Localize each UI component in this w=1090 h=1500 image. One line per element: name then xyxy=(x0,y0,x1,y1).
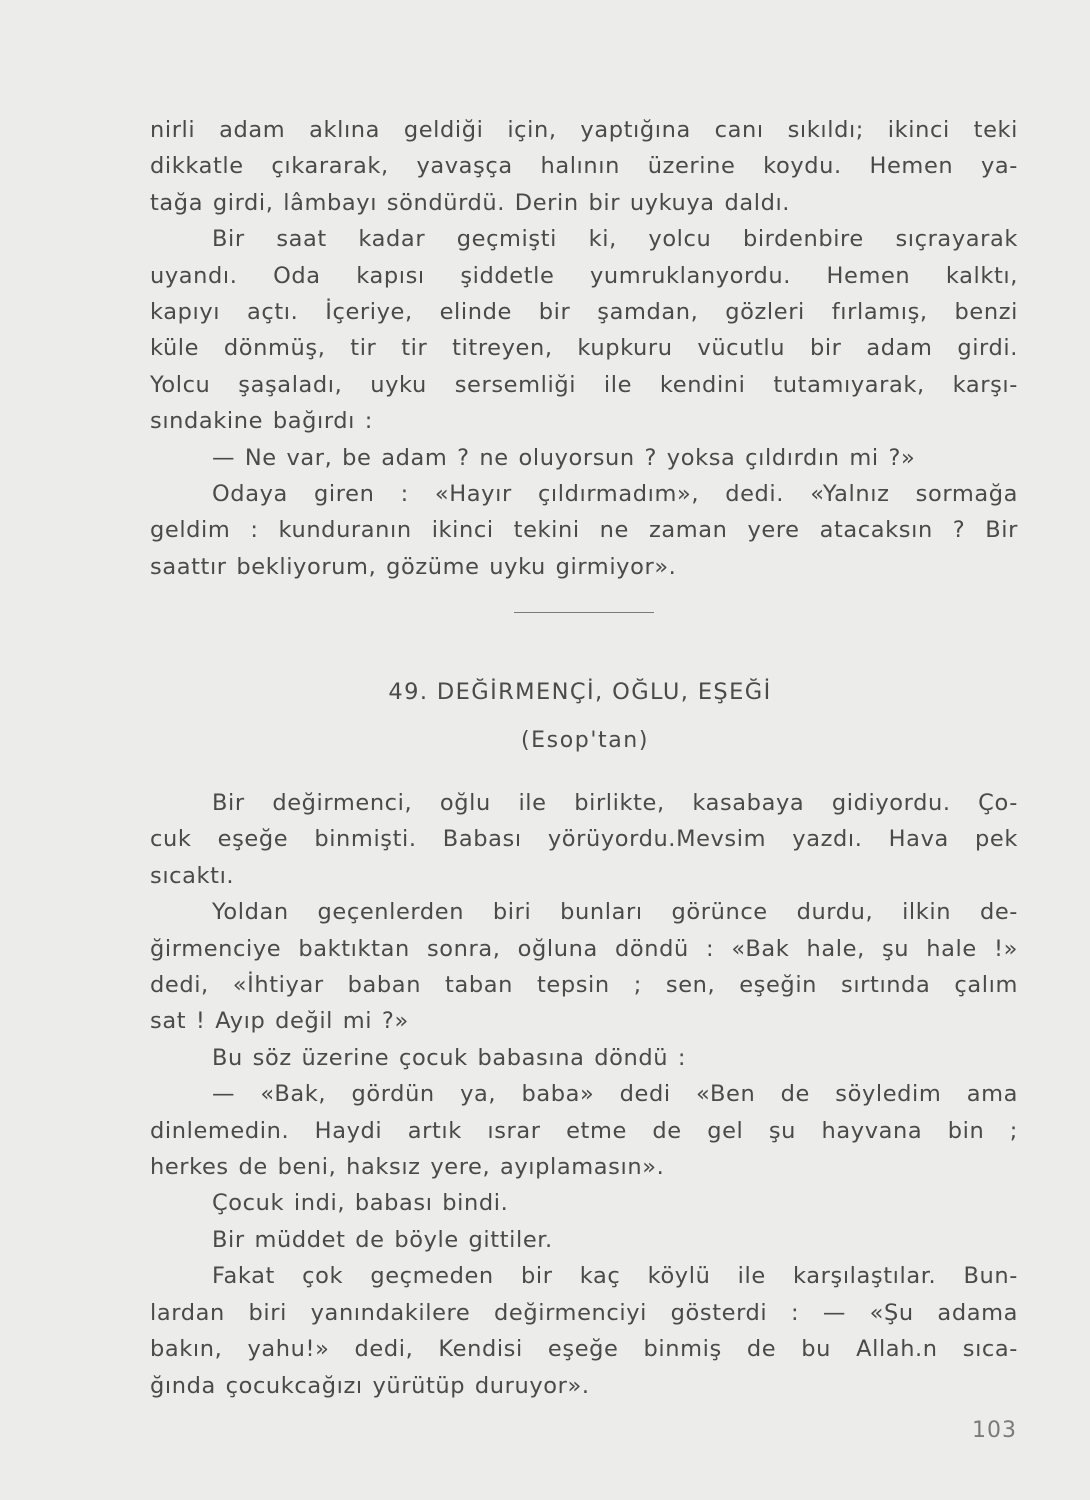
text-line: cuk eşeğe binmişti. Babası yörüyordu.Mevsim yazdı. Hava pek xyxy=(150,826,1018,853)
text-line: herkes de beni, haksız yere, ayıplamasın». xyxy=(150,1154,665,1181)
text-line: Odaya giren : «Hayır çıldırmadım», dedi. «Yalnız sormağa xyxy=(212,481,1018,508)
text-line: lardan biri yanındakilere değirmenciyi gösterdi : — «Şu adama xyxy=(150,1299,1018,1326)
text-line: Fakat çok geçmeden bir kaç köylü ile karşılaştılar. Bun- xyxy=(212,1263,1018,1290)
section-divider xyxy=(514,612,654,613)
text-line: bakın, yahu!» dedi, Kendisi eşeğe binmiş de bu Allah.n sıca- xyxy=(150,1336,1018,1363)
text-line: küle dönmüş, tir tir titreyen, kupkuru vücutlu bir adam girdi. xyxy=(150,335,1018,362)
text-line: sındakine bağırdı : xyxy=(150,408,373,435)
text-line: Bir saat kadar geçmişti ki, yolcu birdenbire sıçrayarak xyxy=(212,226,1018,253)
text-line: nirli adam aklına geldiği için, yaptığına canı sıkıldı; ikinci teki xyxy=(150,117,1018,143)
text-line: dinlemedin. Haydi artık ısrar etme de gel şu hayvana bin ; xyxy=(150,1117,1018,1144)
section-subtitle: (Esop'tan) xyxy=(520,728,650,753)
section-title: 49. DEĞİRMENÇİ, OĞLU, EŞEĞİ xyxy=(388,679,772,705)
text-line: — Ne var, be adam ? ne oluyorsun ? yoksa çıldırdın mi ?» xyxy=(212,444,916,471)
text-line: saattır bekliyorum, gözüme uyku girmiyor». xyxy=(150,553,677,580)
text-line: Yolcu şaşaladı, uyku sersemliği ile kendini tutamıyarak, karşı- xyxy=(150,371,1018,398)
page-number: 103 xyxy=(972,1418,1017,1443)
text-line: Yoldan geçenlerden biri bunları görünce durdu, ilkin de- xyxy=(212,899,1018,926)
story-body xyxy=(150,785,1018,1404)
text-line: Bir değirmenci, oğlu ile birlikte, kasabaya gidiyordu. Ço- xyxy=(212,790,1018,816)
text-line: tağa girdi, lâmbayı söndürdü. Derin bir uykuya daldı. xyxy=(150,189,791,216)
text-line: Bu söz üzerine çocuk babasına döndü : xyxy=(212,1044,687,1071)
text-line: kapıyı açtı. İçeriye, elinde bir şamdan, gözleri fırlamış, benzi xyxy=(150,299,1018,326)
text-line: Çocuk indi, babası bindi. xyxy=(212,1190,509,1217)
text-line: dikkatle çıkararak, yavaşça halının üzerine koydu. Hemen ya- xyxy=(150,153,1018,180)
text-line: dedi, «İhtiyar baban taban tepsin ; sen, eşeğin sırtında çalım xyxy=(150,972,1018,999)
text-line: geldim : kunduranın ikinci tekini ne zaman yere atacaksın ? Bir xyxy=(150,517,1018,544)
text-line: uyandı. Oda kapısı şiddetle yumruklanyordu. Hemen kalktı, xyxy=(150,262,1018,289)
text-line: ğirmenciye baktıktan sonra, oğluna döndü : «Bak hale, şu hale !» xyxy=(150,935,1018,962)
previous-story-ending xyxy=(150,112,1018,585)
text-line: Bir müddet de böyle gittiler. xyxy=(212,1226,553,1253)
text-line: sat ! Ayıp değil mi ?» xyxy=(150,1008,409,1035)
text-line: — «Bak, gördün ya, baba» dedi «Ben de söyledim ama xyxy=(212,1081,1018,1108)
text-line: sıcaktı. xyxy=(150,862,235,889)
text-line: ğında çocukcağızı yürütüp duruyor». xyxy=(150,1372,590,1399)
